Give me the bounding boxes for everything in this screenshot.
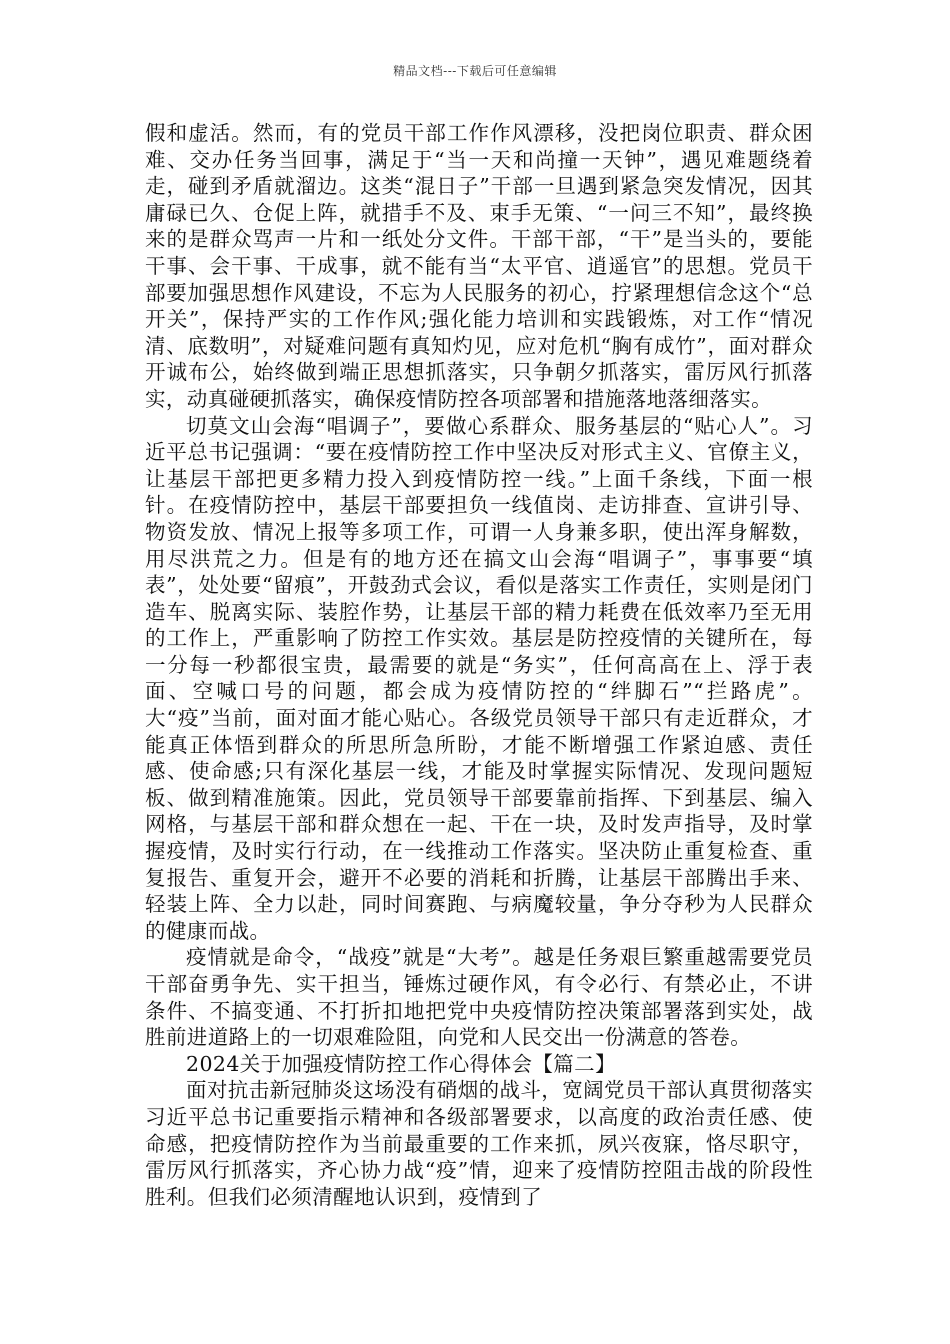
paragraph-3: 疫情就是命令，“战疫”就是“大考”。越是任务艰巨繁重越需要党员干部奋勇争先、实干担当，锤炼过硬作风，有令必行、有禁必止，不讲条件、不搞变通、不打折扣地把党中央疫情防控决策部署落到实处，战胜前进道路上的一切艰难险阻，向党和人民交出一份满意的答卷。 [145, 945, 813, 1050]
section-title: 2024关于加强疫情防控工作心得体会【篇二】 [186, 1051, 616, 1076]
paragraph-2: 切莫文山会海“唱调子”，要做心系群众、服务基层的“贴心人”。习近平总书记强调：“要在疫情防控工作中坚决反对形式主义、官僚主义，让基层干部把更多精力投入到疫情防控一线。”上面千条线，下面一根针。在疫情防控中，基层干部要担负一线值岗、走访排查、宣讲引导、物资发放、情况上报等多项工作，可谓一人身兼多职，使出浑身解数，用尽洪荒之力。但是有的地方还在搞文山会海“唱调子”，事事要“填表”，处处要“留痕”，开鼓劲式会议，看似是落实工作责任，实则是闭门造车、脱离实际、装腔作势，让基层干部的精力耗费在低效率乃至无用的工作上，严重影响了防控工作实效。基层是防控疫情的关键所在，每一分每一秒都很宝贵，最需要的就是“务实”，任何高高在上、浮于表面、空喊口号的问题，都会成为疫情防控的“绊脚石”“拦路虎”。大“疫”当前，面对面才能心贴心。各级党员领导干部只有走近群众，才能真正体悟到群众的所思所急所盼，才能不断增强工作紧迫感、责任感、使命感;只有深化基层一线，才能及时掌握实际情况、发现问题短板、做到精准施策。因此，党员领导干部要靠前指挥、下到基层、编入网格，与基层干部和群众想在一起、干在一块，及时发声指导，及时掌握疫情，及时实行行动，在一线推动工作落实。坚决防止重复检查、重复报告、重复开会，避开不必要的消耗和折腾，让基层干部腾出手来、轻装上阵、全力以赴，同时间赛跑、与病魔较量，争分夺秒为人民群众的健康而战。 [145, 413, 813, 943]
paragraph-4: 面对抗击新冠肺炎这场没有硝烟的战斗，宽阔党员干部认真贯彻落实习近平总书记重要指示精神和各级部署要求，以高度的政治责任感、使命感，把疫情防控作为当前最重要的工作来抓，夙兴夜寐，恪尽职守，雷厉风行抓落实，齐心协力战“疫”情，迎来了疫情防控阻击战的阶段性胜利。但我们必须清醒地认识到，疫情到了 [145, 1078, 813, 1209]
paragraph-1: 假和虚活。然而，有的党员干部工作作风漂移，没把岗位职责、群众困难、交办任务当回事，满足于“当一天和尚撞一天钟”，遇见难题绕着走，碰到矛盾就溜边。这类“混日子”干部一旦遇到紧急突发情况，因其庸碌已久、仓促上阵，就措手不及、束手无策、“一问三不知”，最终换来的是群众骂声一片和一纸处分文件。干部干部，“干”是当头的，要能干事、会干事、干成事，就不能有当“太平官、逍遥官”的思想。党员干部要加强思想作风建设，不忘为人民服务的初心，拧紧理想信念这个“总开关”，保持严实的工作作风;强化能力培训和实践锻炼，对工作“情况清、底数明”，对疑难问题有真知灼见，应对危机“胸有成竹”，面对群众开诚布公，始终做到端正思想抓落实，只争朝夕抓落实，雷厉风行抓落实，动真碰硬抓落实，确保疫情防控各项部署和措施落地落细落实。 [145, 121, 813, 411]
document-body [145, 120, 813, 1210]
page-header: 精品文档---下载后可任意编辑 [393, 64, 557, 78]
